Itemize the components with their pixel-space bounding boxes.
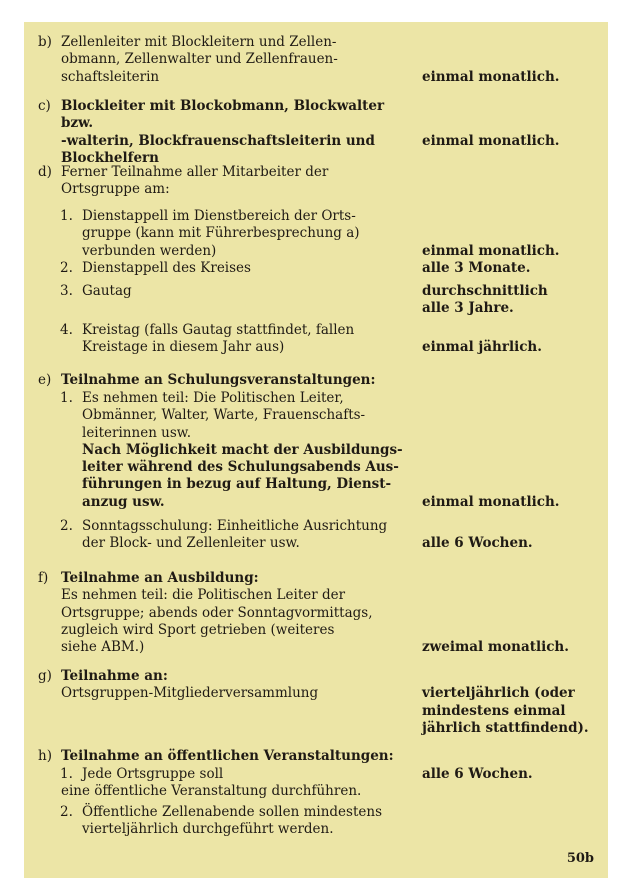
section-heading: Teilnahme an Ausbildung:: [61, 570, 259, 586]
section-letter: d): [38, 164, 52, 180]
section-letter: g): [38, 668, 52, 684]
page-number: 50b: [566, 851, 594, 866]
frequency: einmal monatlich.: [422, 132, 560, 149]
frequency: einmal jährlich.: [422, 339, 542, 356]
frequency: einmal monatlich.: [422, 68, 560, 85]
frequency: alle 3 Monate.: [422, 260, 531, 276]
frequency: einmal monatlich.: [422, 493, 560, 510]
frequency: durchschnittlich alle 3 Jahre.: [422, 283, 548, 317]
frequency: alle 6 Wochen.: [422, 766, 533, 782]
section-text: Blockleiter mit Blockobmann, Blockwalter bzw. -walterin, Blockfrauenschaftsleiterin und Blockhelfern: [61, 98, 385, 166]
section-heading: Teilnahme an Schulungsveranstaltungen:: [61, 372, 376, 388]
frequency: zweimal monatlich.: [422, 639, 569, 656]
section-letter: h): [38, 748, 52, 764]
section-letter: f): [38, 570, 49, 586]
section-letter: c): [38, 98, 51, 114]
frequency: vierteljährlich (oder mindestens einmal jährlich stattfindend).: [422, 685, 589, 736]
section-heading: Teilnahme an:: [61, 668, 168, 684]
section-letter: b): [38, 34, 52, 50]
frequency: einmal monatlich.: [422, 242, 560, 259]
section-letter: e): [38, 372, 52, 388]
frequency: alle 6 Wochen.: [422, 535, 533, 552]
section-heading: Teilnahme an öffentlichen Veranstaltungen:: [61, 748, 394, 764]
document-page: b) Zellenleiter mit Blockleitern und Zellen- obmann, Zellenwalter und Zellenfrauen- schaftsleiterin einmal monatlich. c) Blockleiter mit Blockobmann, Blockwalter bzw. -walterin, Blockfrauenschaftsleiterin und Blockhelfern einmal monatlich. d) Ferner Teilnahme aller Mitarbeiter der Ortsgruppe am: 1. Dienstappell im Dienstbereich der Orts- gruppe (kann mit Führerbesprechung a) verbunden werden) einmal monatlich. 2. Dienstappell des Kreises alle 3 Monate. 3. Gautag durchschnittlich alle 3 Jahre. 4. Kreistag (falls Gautag stattfindet, fallen Kreistage in diesem Jahr aus) einmal jährlich. e) Teilnahme an Schulungsveranstaltungen: 1. Es nehmen teil: Die Politischen Leiter, Obmänner, Walter, Warte, Frauenschafts- leiterinnen usw. Nach Möglichkeit macht der Ausbildungs- leiter während des Schulungsabends Aus- führungen in bezug auf Haltung, Dienst- anzug usw. einmal monatlich. 2. Sonntagsschulung: Einheitliche Ausrichtung der Block- und Zellenleiter usw. alle 6 Wochen. f) Teilnahme an Ausbildung: Es nehmen teil: die Politischen Leiter der Ortsgruppe; abends oder Sonntagvormittags, zugleich wird Sport getrieben (weiteres siehe ABM.) zweimal monatlich. g) Teilnahme an: Ortsgruppen-Mitgliederversammlung vierteljährlich (oder mindestens einmal jährlich stattfindend). h) Teilnahme an öffentlichen Veranstaltungen: 1. Jede Ortsgruppe soll eine öffentliche Veranstaltung durchführen. alle 6 Wochen. 2. Öffentliche Zellenabende sollen mindestens vierteljährlich durchgeführt werden. 50b: [24, 22, 608, 878]
section-text: Ferner Teilnahme aller Mitarbeiter der Ortsgruppe am:: [61, 164, 329, 198]
section-text: Zellenleiter mit Blockleitern und Zellen- obmann, Zellenwalter und Zellenfrauen- schaftsleiterin: [61, 34, 338, 85]
